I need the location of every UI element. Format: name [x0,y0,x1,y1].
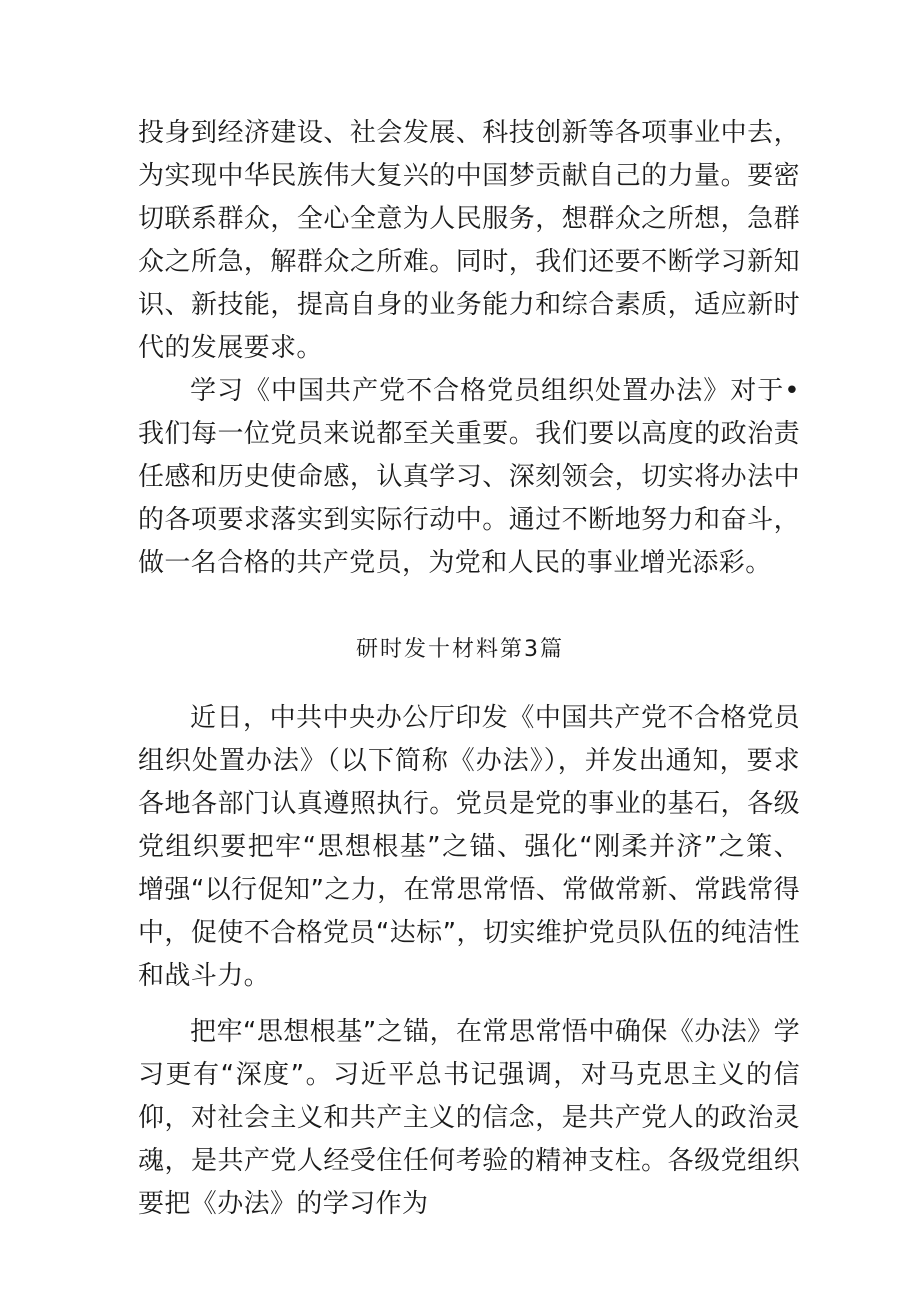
paragraph-continuation: 投身到经济建设、社会发展、科技创新等各项事业中去，为实现中华民族伟大复兴的中国梦贡献自己的力量。要密切联系群众，全心全意为人民服务，想群众之所想，急群众之所急，解群众之所难。同时，我们还要不断学习新知识、新技能，提高自身的业务能力和综合素质，适应新时代的发展要求。 [138,118,800,363]
paragraph-thought-foundation: 把牢“思想根基”之锚，在常思常悟中确保《办法》学习更有“深度”。习近平总书记强调，对马克思主义的信仰，对社会主义和共产主义的信念，是共产党人的政治灵魂，是共产党人经受住任何考验的精神支柱。各级党组织要把《办法》的学习作为 [138,1017,800,1219]
section-heading: 研时发十材料第3篇 [356,637,564,662]
paragraph-announcement: 近日，中共中央办公厅印发《中国共产党不合格党员组织处置办法》（以下简称《办法》），并发出通知，要求各地各部门认真遵照执行。党员是党的事业的基石，各级党组织要把牢“思想根基”之锚、强化“刚柔并济”之策、增强“以行促知”之力，在常思常悟、常做常新、常践常得中，促使不合格党员“达标”，切实维护党员队伍的纯洁性和战斗力。 [138,703,800,991]
paragraph-study-importance: 学习《中国共产党不合格党员组织处置办法》对于•我们每一位党员来说都至关重要。我们要以高度的政治责任感和历史使命感，认真学习、深刻领会，切实将办法中的各项要求落实到实际行动中。通过不断地努力和奋斗，做一名合格的共产党员，为党和人民的事业增光添彩。 [138,376,800,578]
